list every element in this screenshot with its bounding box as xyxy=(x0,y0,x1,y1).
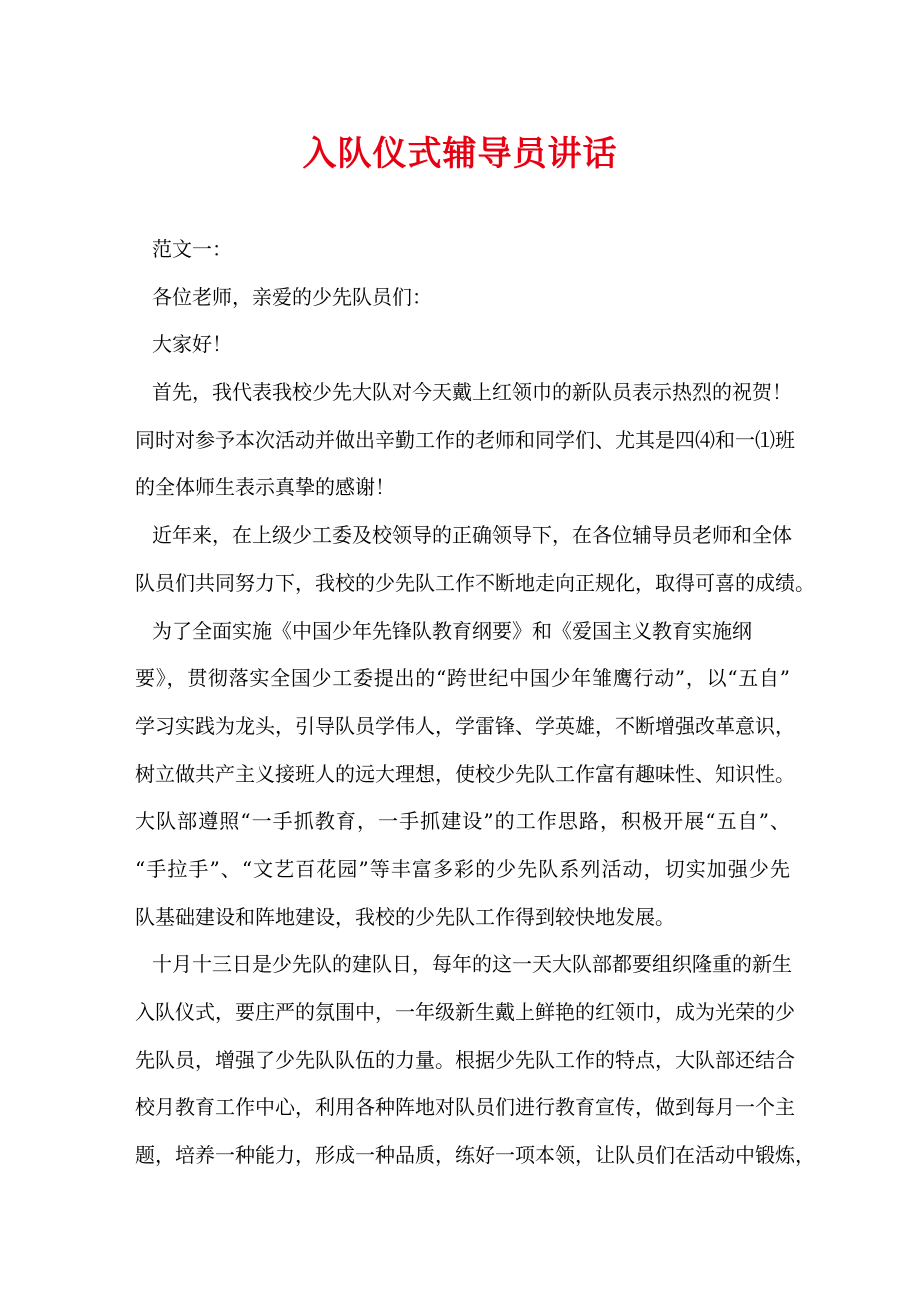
text-line: 十月十三日是少先队的建队日，每年的这一天大队部都要组织隆重的新生 xyxy=(152,952,792,977)
text-line: 入队仪式，要庄严的氛围中，一年级新生戴上鲜艳的红领巾，成为光荣的少 xyxy=(135,1000,795,1024)
text-line: 大家好！ xyxy=(152,332,232,357)
text-line: 校月教育工作中心，利用各种阵地对队员们进行教育宣传，做到每月一个主 xyxy=(135,1095,795,1120)
text-line: 题，培养一种能力，形成一种品质，练好一项本领，让队员们在活动中锻炼， xyxy=(135,1143,815,1168)
text-line: “手拉手”、“文艺百花园”等丰富多彩的少先队系列活动，切实加强少先 xyxy=(135,856,790,881)
text-line: 队员们共同努力下，我校的少先队工作不断地走向正规化，取得可喜的成绩。 xyxy=(135,570,815,595)
text-line: 范文一： xyxy=(152,237,232,261)
text-line: 要》，贯彻落实全国少工委提出的“跨世纪中国少年雏鹰行动”，以“五自” xyxy=(135,666,790,691)
text-line: 先队员，增强了少先队队伍的力量。根据少先队工作的特点，大队部还结合 xyxy=(135,1047,795,1072)
text-line: 队基础建设和阵地建设，我校的少先队工作得到较快地发展。 xyxy=(135,904,675,929)
document-title: 入队仪式辅导员讲话 xyxy=(302,134,618,174)
text-line: 同时对参予本次活动并做出辛勤工作的老师和同学们、尤其是四⑷和一⑴班 xyxy=(135,427,795,452)
text-line: 树立做共产主义接班人的远大理想，使校少先队工作富有趣味性、知识性。 xyxy=(135,761,795,786)
document-body xyxy=(135,226,815,1180)
text-line: 大队部遵照“一手抓教育，一手抓建设”的工作思路，积极开展“五自”、 xyxy=(135,809,790,834)
text-line: 近年来，在上级少工委及校领导的正确领导下，在各位辅导员老师和全体 xyxy=(152,523,792,548)
text-line: 为了全面实施《中国少年先锋队教育纲要》和《爱国主义教育实施纲 xyxy=(152,618,752,643)
text-line: 各位老师，亲爱的少先队员们： xyxy=(152,284,432,309)
text-line: 首先，我代表我校少先大队对今天戴上红领巾的新队员表示热烈的祝贺！ xyxy=(152,380,792,405)
text-line: 学习实践为龙头，引导队员学伟人，学雷锋、学英雄，不断增强改革意识， xyxy=(135,713,795,738)
text-line: 的全体师生表示真挚的感谢！ xyxy=(135,475,395,500)
